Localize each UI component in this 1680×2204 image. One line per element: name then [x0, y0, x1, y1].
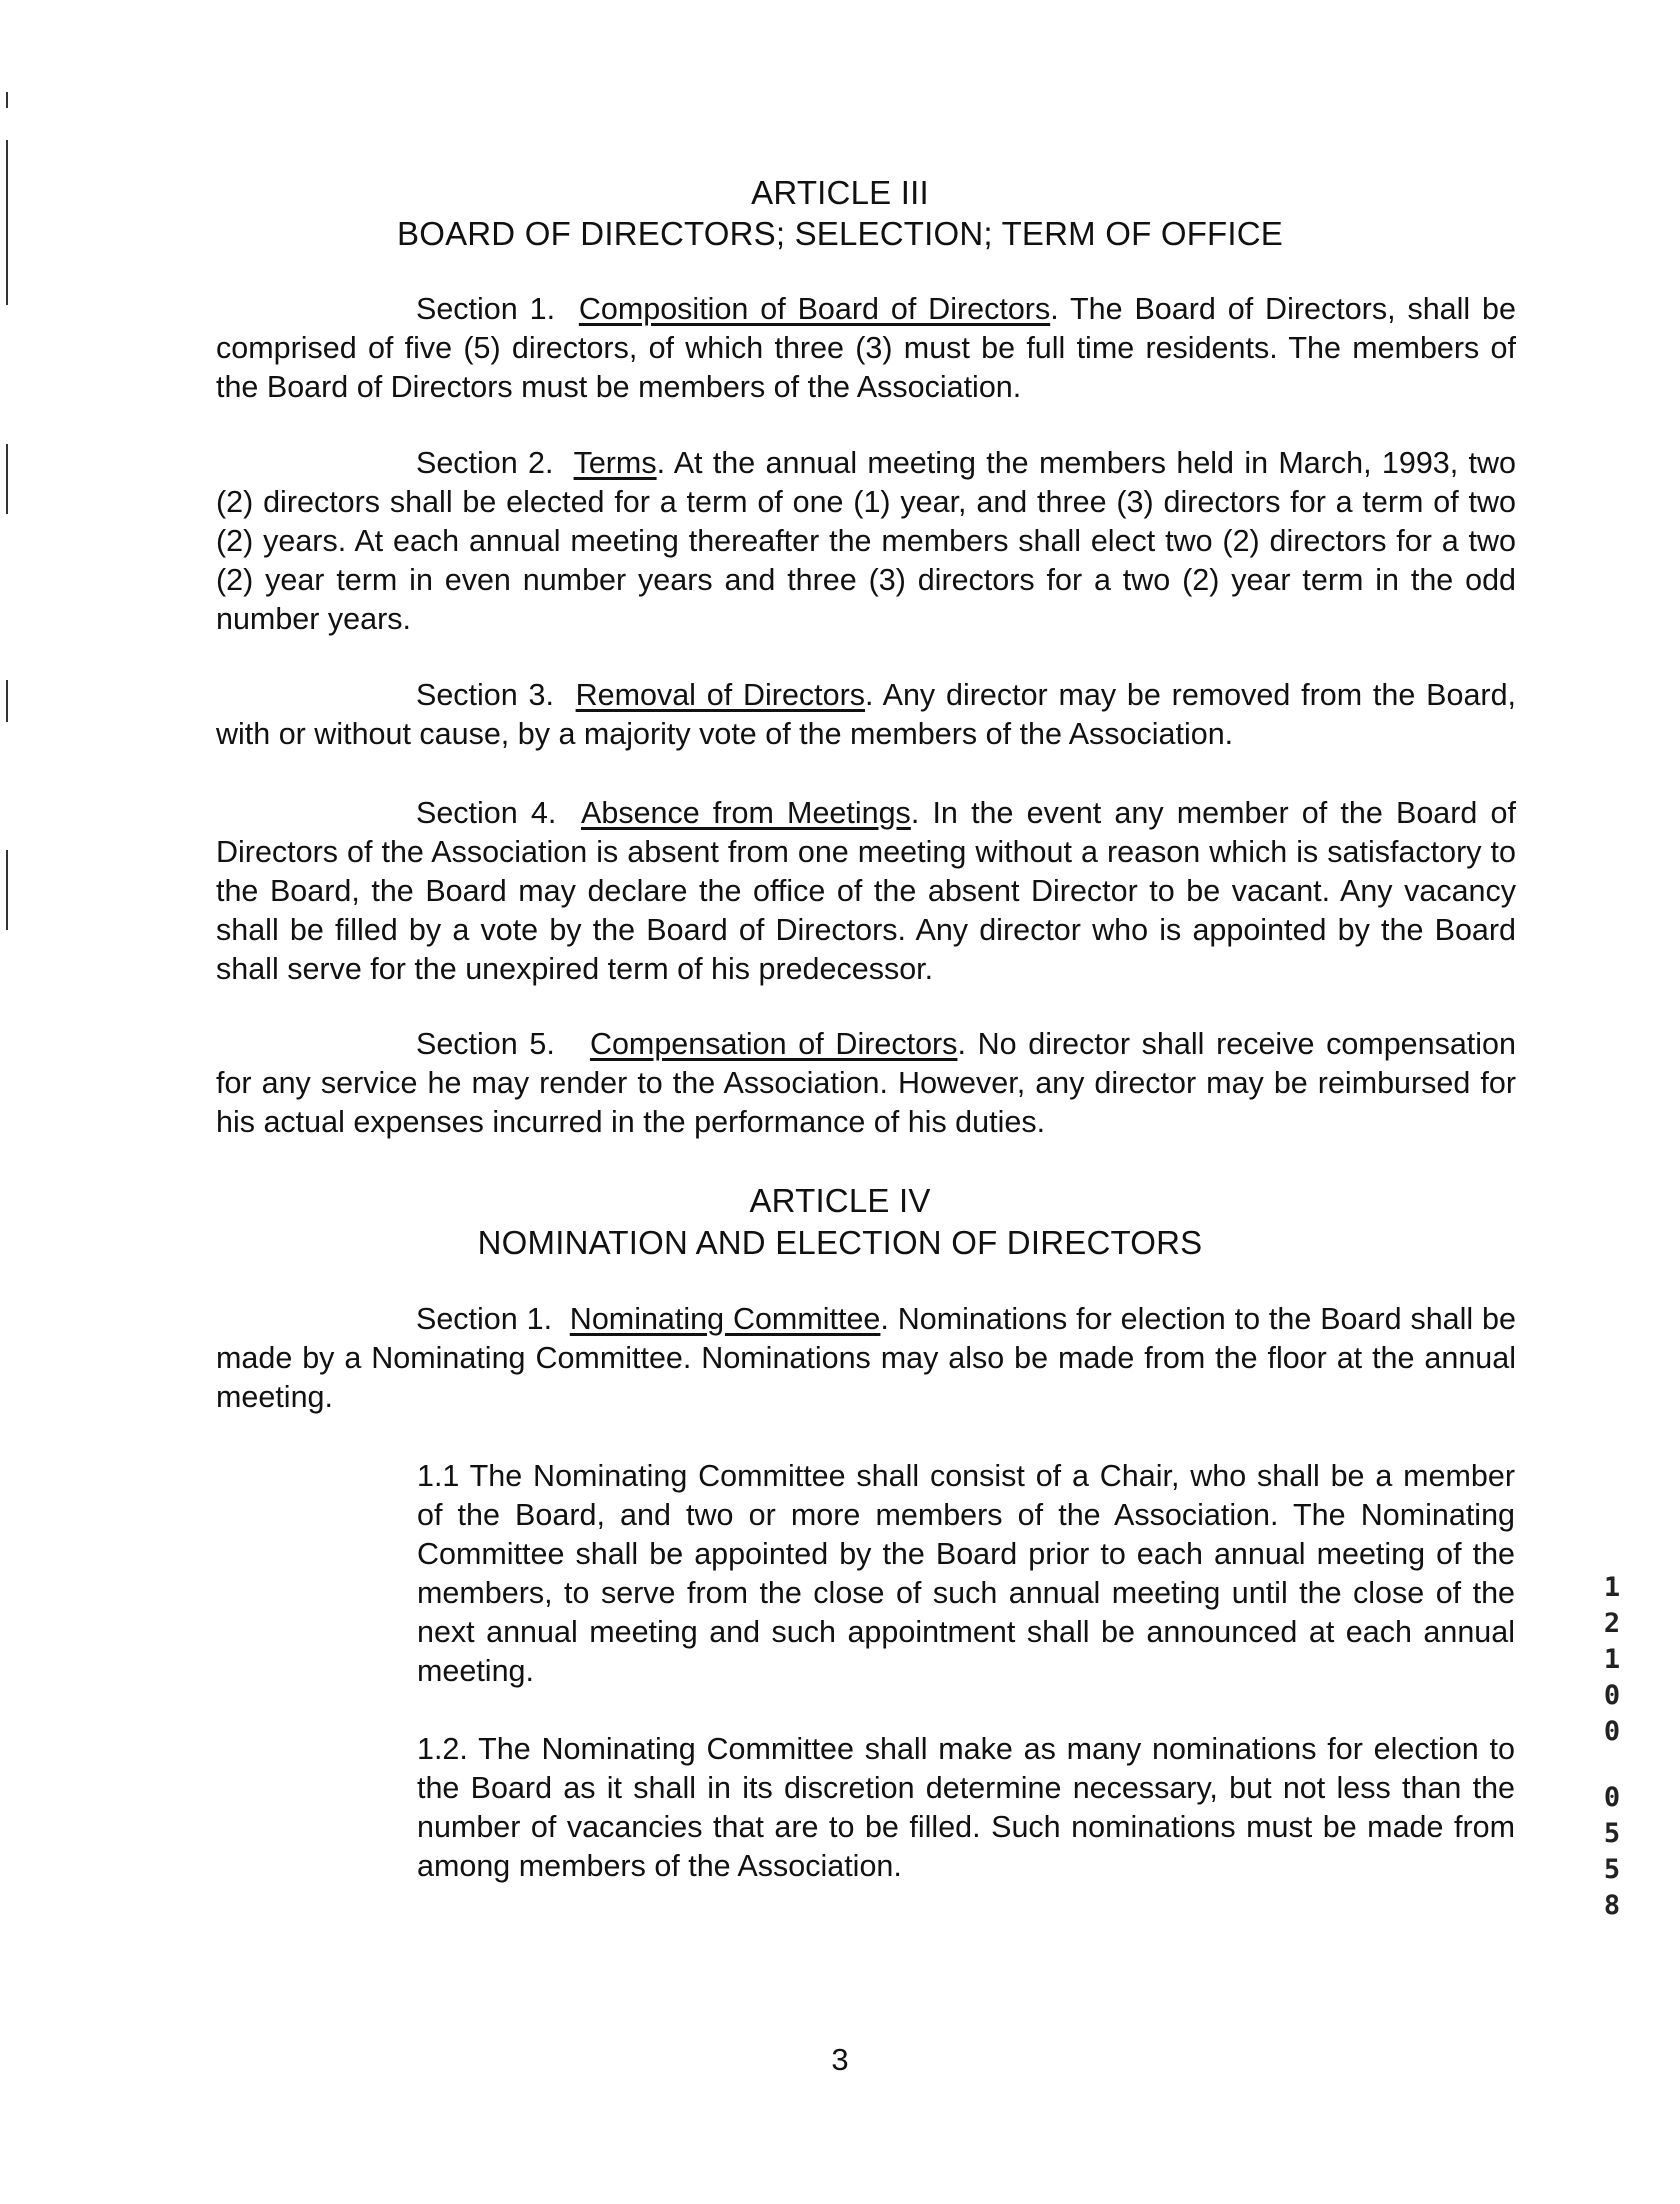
section-heading: Composition of Board of Directors: [578, 292, 1051, 326]
section-heading: Terms: [573, 446, 657, 480]
article-3-section-1: Section 1. Composition of Board of Directors. The Board of Directors, shall be comprised of five (5) directors, of which three (3) must be full time residents. The members of the Board of Directors must be members of the Association.: [216, 292, 1516, 404]
page-number: 3: [831, 2042, 849, 2077]
article-3-subtitle: BOARD OF DIRECTORS; SELECTION; TERM OF OFFICE: [396, 215, 1284, 252]
article-4-subsection-1-1: 1.1 The Nominating Committee shall consist of a Chair, who shall be a member of the Board, and two or more members of the Association. The Nominating Committee shall be appointed by the Board prior to each annual meeting of the members, to serve from the close of such annual meeting until the close of the next annual meeting and such appointment shall be announced at each annual meeting.: [417, 1459, 1515, 1688]
article-4-subtitle: NOMINATION AND ELECTION OF DIRECTORS: [477, 1224, 1203, 1261]
article-4-title: ARTICLE IV: [749, 1182, 931, 1219]
section-heading: Compensation of Directors: [589, 1027, 958, 1061]
article-4-subsection-1-2: 1.2. The Nominating Committee shall make as many nominations for election to the Board as it shall in its discretion determine necessary, but not less than the number of vacancies that are to be filled. Such nominations must be made from among members of the Association.: [417, 1732, 1515, 1883]
article-4-section-1: Section 1. Nominating Committee. Nominations for election to the Board shall be made by a Nominating Committee. Nominations may also be made from the floor at the annual meeting.: [216, 1302, 1516, 1414]
article-3-title: ARTICLE III: [751, 174, 929, 211]
article-3-section-5: Section 5. Compensation of Directors. No director shall receive compensation for any service he may render to the Association. However, any director may be reimbursed for his actual expenses incurred in the performance of his duties.: [216, 1027, 1516, 1139]
scan-mark: [6, 680, 8, 722]
article-3-section-2: Section 2. Terms. At the annual meeting the members held in March, 1993, two (2) directors shall be elected for a term of one (1) year, and three (3) directors for a term of two (2) years. At each annual meeting thereafter the members shall elect two (2) directors for a two (2) year term in even number years and three (3) directors for a two (2) year term in the odd number years.: [216, 446, 1516, 636]
scan-mark: [6, 444, 8, 514]
scan-mark: [6, 92, 8, 108]
section-heading: Absence from Meetings: [581, 796, 911, 830]
section-heading: Removal of Directors: [575, 678, 866, 712]
section-heading: Nominating Committee: [569, 1302, 881, 1336]
document-stamp-number: 1 2 1 0 0 0 5 5 8: [1603, 1572, 1621, 1921]
article-3-section-4: Section 4. Absence from Meetings. In the event any member of the Board of Directors of the Association is absent from one meeting without a reason which is satisfactory to the Board, the Board may declare the office of the absent Director to be vacant. Any vacancy shall be filled by a vote by the Board of Directors. Any director who is appointed by the Board shall serve for the unexpired term of his predecessor.: [216, 796, 1516, 986]
article-3-section-3: Section 3. Removal of Directors. Any director may be removed from the Board, with or without cause, by a majority vote of the members of the Association.: [216, 678, 1517, 751]
scan-mark: [6, 850, 8, 930]
